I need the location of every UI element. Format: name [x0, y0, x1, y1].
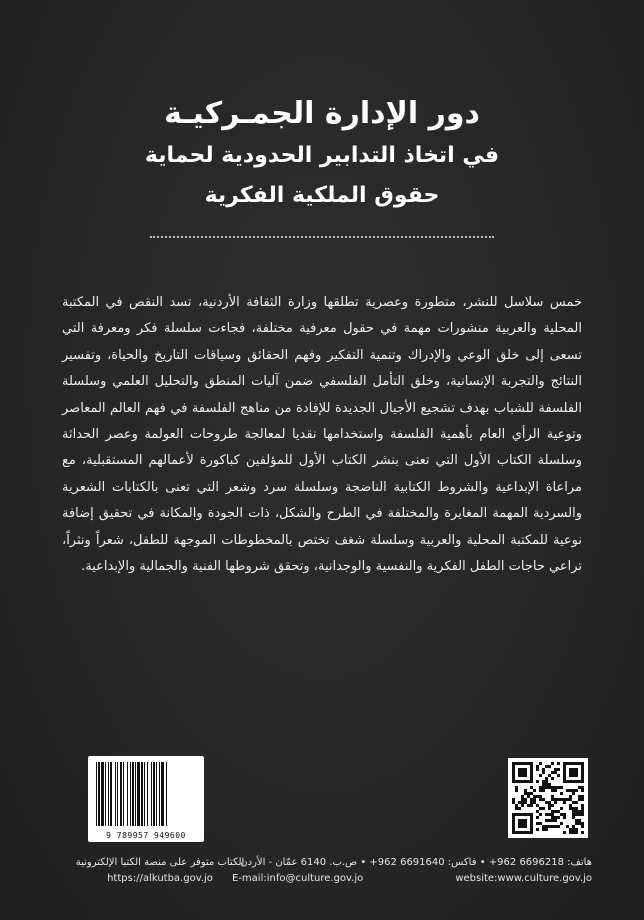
book-subtitle-line-1: في اتخاذ التدابير الحدودية لحماية [144, 143, 500, 168]
contact-web-row [232, 871, 592, 887]
book-subtitle-line-2: حقوق الملكية الفكرية [204, 183, 440, 208]
contact-website: website:www.culture.gov.jo [455, 873, 592, 884]
series-description: خمس سلاسل للنشر، متطورة وعصرية تطلقها وزارة الثقافة الأردنية، تسد النقص في المكتبة المحلية والعربية منشورات مهمة في حقول معرفية مختلفة، فجاءت سلسلة فكر ومعرفة التي تسعى إلى خلق الوعي والإدراك وتنمية التفكير وفهم الحقائق وسياقات التاريخ والحياة، وتفسير النتائج والتجربة الإنسانية، وخلق التأمل الفلسفي ضمن آليات المنطق والتحليل العلمي وسلسلة الفلسفة للشباب بهدف تشجيع الأجيال الجديدة للإفادة من مناهج الفلسفة في فهم العالم المعاصر وتوعية الرأي العام بأهمية الفلسفة واستخدامها نقديا لمعالجة طروحات العولمة وعصر الحداثة وسلسلة الكتاب الأول التي تعنى بنشر الكتاب الأول للمؤلفين كباكورة لأعمالهم المستقبلية، مع مراعاة الإبداعية والشروط الكتابية الناضجة وسلسلة سرد وشعر التي تعنى بالكتابات الشعرية والسردية المهمة المغايرة والمختلفة في الطرح والشكل، ذات الجودة والمكانة في تحقيق إضافة نوعية للمكتبة المحلية والعربية وسلسلة شغف تختص بالمخطوطات الموجهة للطفل، شعراً ونثراً، تراعي حاجات الطفل الفكرية والنفسية والوجدانية، وتحقق شروطها الفنية والجمالية والإبداعية. [62, 295, 582, 575]
isbn-number: 9 789957 949600 [106, 831, 186, 840]
contact-phones: هاتف: 6696218 962+ • فاكس: 6691640 962+ • ص.ب. 6140 عمّان - الأردن [240, 857, 592, 868]
publisher-contact [232, 855, 592, 887]
title-block [60, 92, 584, 216]
platform-url: https://alkutba.gov.jo [107, 873, 213, 884]
barcode-icon [88, 756, 204, 842]
book-title: دور الإدارة الجمـركيـة [164, 96, 480, 131]
contact-email: E-mail:info@culture.gov.jo [232, 873, 364, 884]
qr-code-icon [508, 758, 588, 838]
dotted-divider [150, 236, 494, 238]
platform-note: الكتاب متوفر على منصة الكتبا الإلكترونية [75, 857, 245, 868]
platform-info [70, 855, 250, 887]
